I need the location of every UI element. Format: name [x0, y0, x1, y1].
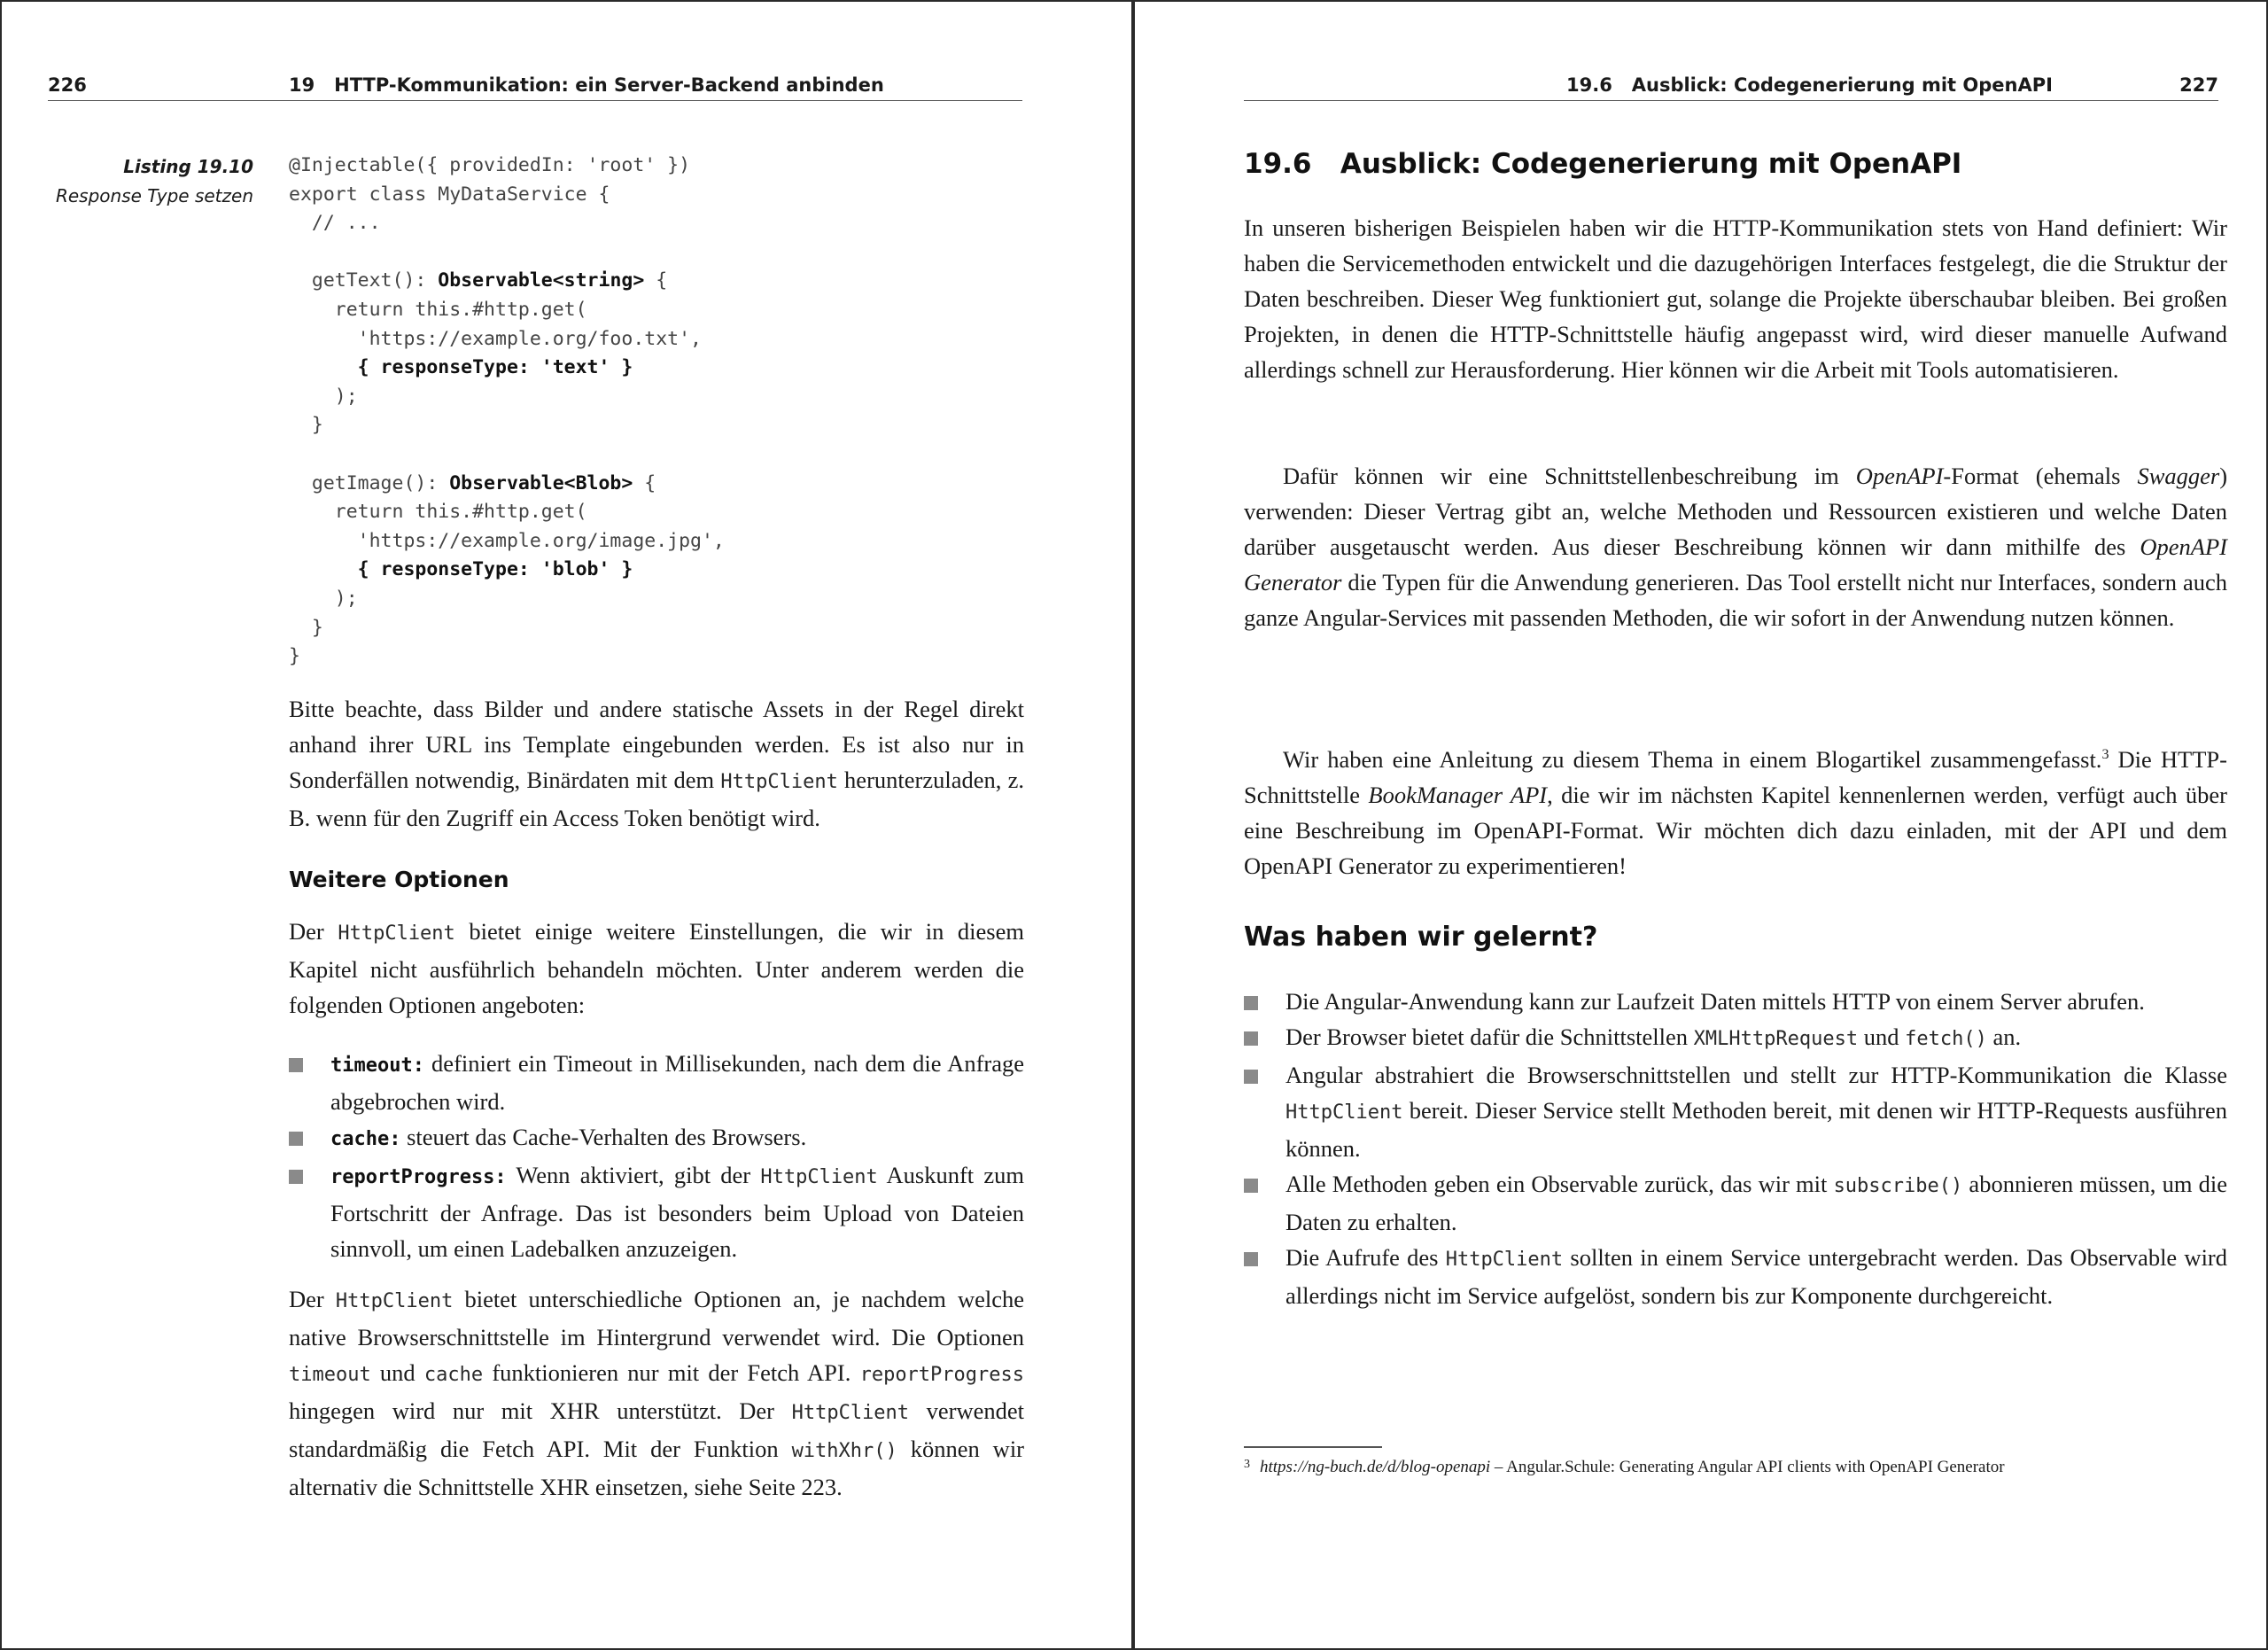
- bullet-square-icon: [1244, 1179, 1258, 1193]
- paragraph-intro: In unseren bisherigen Beispielen haben wir die HTTP-Kommunikation stets von Hand definiert: Wir haben die Servicemethoden entwickelt und die dazugehörigen Interfaces festgelegt, die die Struktur der Daten beschreiben. Dieser Weg funktioniert gut, solange die Projekte überschaubar bleiben. Bei großen Projekten, in denen die HTTP-Schnittstelle häufig angepasst wird, wird dieser manuelle Aufwand allerdings schnell zur Herausforderung. Hier können wir die Arbeit mit Tools automatisieren.: [1244, 214, 2227, 383]
- listing-title: Response Type setzen: [55, 185, 253, 206]
- listing-label: Listing 19.10: [123, 156, 253, 177]
- paragraph-options-intro: Der HttpClient bietet einige weitere Einstellungen, die wir in diesem Kapitel nicht ausführlich behandeln möchten. Unter anderem werden die folgenden Optionen angeboten:: [289, 918, 1024, 1018]
- bullet-square-icon: [1244, 1252, 1258, 1266]
- code-line: 'https://example.org/image.jpg',: [289, 529, 725, 552]
- bullet-square-icon: [289, 1132, 303, 1146]
- footnote-mark: 3: [1244, 1458, 1250, 1471]
- code-line: return this.#http.get(: [289, 298, 587, 321]
- right-page-number: 227: [2179, 74, 2218, 96]
- code-line: }: [289, 414, 323, 437]
- bullet-square-icon: [1244, 996, 1258, 1010]
- code-line: }: [289, 616, 323, 639]
- code-line: { responseType: 'text' }: [357, 356, 633, 379]
- paragraph-blog: Wir haben eine Anleitung zu diesem Thema in einem Blogartikel zusammengefasst.$^3$ Die HTTP-Schnittstelle BookManager API, die wir im nächsten Kapitel kennenlernen werden, verfügt auch über eine Beschreibung im OpenAPI-Format. Wir möchten dich dazu einladen, mit der API und dem OpenAPI Generator zu experimentieren!: [1244, 746, 2227, 879]
- paragraph-assets: Bitte beachte, dass Bilder und andere statische Assets in der Regel direkt anhand ihrer URL ins Template eingebunden werden. Es ist also nur in Sonderfällen notwendig, Binärdaten mit dem HttpClient herunterzuladen, z. B. wenn für den Zugriff ein Access Token benötigt wird.: [289, 696, 1024, 831]
- footnote-rule: [1244, 1446, 1382, 1448]
- code-line: [289, 440, 725, 470]
- list-item: reportProgress: Wenn aktiviert, gibt der HttpClient Auskunft zum Fortschritt der Anfrage. Das ist besonders beim Upload von Dateien sinnvoll, um einen Ladebalken anzuzeigen.: [289, 1157, 1024, 1266]
- code-line: @Injectable({ providedIn: 'root' }): [289, 154, 691, 176]
- paragraph-openapi: Dafür können wir eine Schnittstellenbeschreibung im OpenAPI-Format (ehemals Swagger) verwenden: Dieser Vertrag gibt an, welche Methoden und Ressourcen existieren und welche Daten darüber ausgetauscht werden. Aus dieser Beschreibung können wir dann mithilfe des OpenAPI Generator die Typen für die Anwendung generieren. Das Tool erstellt nicht nur Interfaces, sondern auch ganze Angular-Services mit passenden Methoden, die wir sofort in der Anwendung nutzen können.: [1244, 463, 2228, 631]
- code-line: }: [289, 645, 300, 668]
- right-header-title: 19.6 Ausblick: Codegenerierung mit OpenAPI: [1566, 74, 2053, 96]
- right-page: [1135, 0, 2268, 1650]
- footnote-text: – Angular.Schule: Generating Angular API clients with OpenAPI Generator: [1490, 1458, 2005, 1476]
- code-line: );: [289, 385, 358, 408]
- bullet-square-icon: [289, 1058, 303, 1072]
- bullet-square-icon: [289, 1170, 303, 1184]
- code-listing: [289, 152, 725, 672]
- options-list: [289, 1046, 1024, 1266]
- code-line: 'https://example.org/foo.txt',: [289, 327, 702, 350]
- list-item: Die Aufrufe des HttpClient sollten in einem Service untergebracht werden. Das Observable wird allerdings nicht im Service aufgelöst, sondern bis zur Komponente durchgereicht.: [1244, 1240, 2227, 1313]
- bullet-square-icon: [1244, 1070, 1258, 1084]
- summary-heading: Was haben wir gelernt?: [1244, 922, 1598, 953]
- section-heading-weitere-optionen: Weitere Optionen: [289, 867, 509, 892]
- section-title: 19.6 Ausblick: Codegenerierung mit OpenAPI: [1244, 148, 1962, 180]
- list-item: cache: steuert das Cache-Verhalten des Browsers.: [289, 1119, 1024, 1157]
- code-line: return this.#http.get(: [289, 501, 587, 524]
- code-line: [289, 238, 725, 268]
- right-running-header: [1244, 74, 2218, 101]
- list-item: Alle Methoden geben ein Observable zurück, das wir mit subscribe() abonnieren müssen, um die Daten zu erhalten.: [1244, 1166, 2227, 1240]
- code-line: getText(): Observable<string> {: [289, 269, 668, 292]
- bullet-square-icon: [1244, 1031, 1258, 1046]
- list-item: timeout: definiert ein Timeout in Millisekunden, nach dem die Anfrage abgebrochen wird.: [289, 1046, 1024, 1119]
- code-line: // ...: [289, 212, 381, 235]
- footnote: [1244, 1456, 2227, 1479]
- left-header-title: 19 HTTP-Kommunikation: ein Server-Backend anbinden: [289, 74, 884, 96]
- code-line: { responseType: 'blob' }: [357, 558, 633, 581]
- paragraph-options-details: Der HttpClient bietet unterschiedliche Optionen an, je nachdem welche native Browserschnittstelle im Hintergrund verwendet wird. Die Optionen timeout und cache funktionieren nur mit der Fetch API. reportProgress hingegen wird nur mit XHR unterstützt. Der HttpClient verwendet standardmäßig die Fetch API. Mit der Funktion withXhr() können wir alternativ die Schnittstelle XHR einsetzen, siehe Seite 223.: [289, 1286, 1025, 1500]
- summary-list: [1244, 984, 2227, 1313]
- list-item: Die Angular-Anwendung kann zur Laufzeit Daten mittels HTTP von einem Server abrufen.: [1244, 984, 2227, 1019]
- left-page-number: 226: [48, 74, 87, 96]
- list-item: Der Browser bietet dafür die Schnittstellen XMLHttpRequest und fetch() an.: [1244, 1019, 2227, 1057]
- left-page: [0, 0, 1131, 1650]
- code-line: );: [289, 587, 358, 610]
- footnote-link[interactable]: https://ng-buch.de/d/blog-openapi: [1260, 1458, 1491, 1476]
- code-line: export class MyDataService {: [289, 183, 610, 206]
- code-line: getImage(): Observable<Blob> {: [289, 471, 656, 494]
- listing-caption: [27, 152, 253, 211]
- left-running-header: [48, 74, 1022, 101]
- list-item: Angular abstrahiert die Browserschnittstellen und stellt zur HTTP-Kommunikation die Klasse HttpClient bereit. Dieser Service stellt Methoden bereit, mit denen wir HTTP-Requests ausführen können.: [1244, 1057, 2227, 1166]
